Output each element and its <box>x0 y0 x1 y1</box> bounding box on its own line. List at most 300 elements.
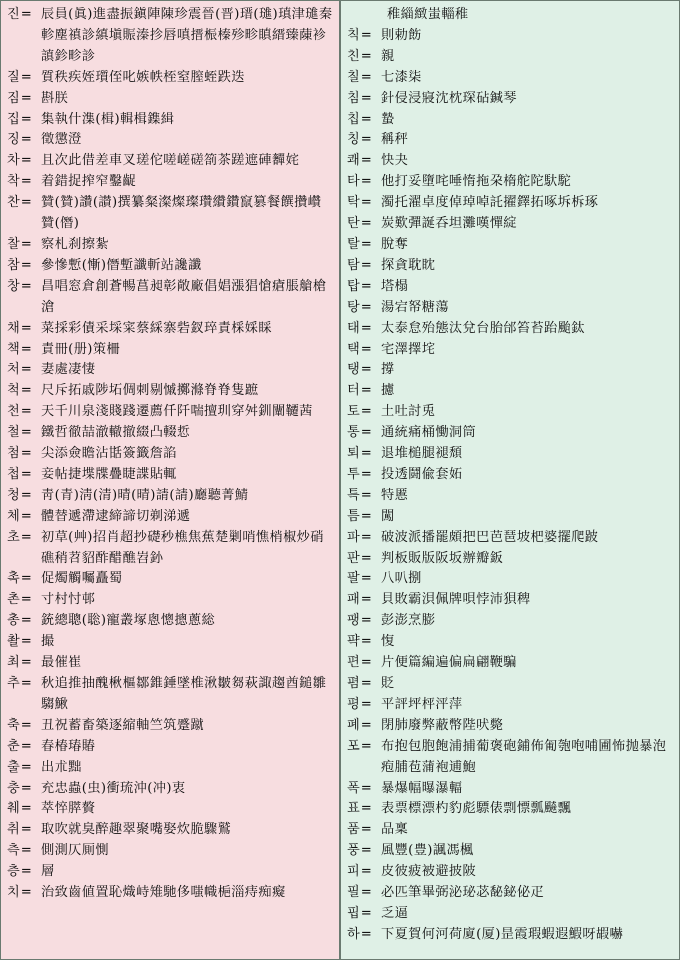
entry-syllable <box>7 319 41 340</box>
entry-characters: 快夬 <box>381 153 409 169</box>
equals-sign: = <box>360 195 372 211</box>
entry-row <box>347 235 673 256</box>
entry-syllable <box>7 277 41 298</box>
equals-sign: = <box>20 174 32 190</box>
entry-characters: 脫奪 <box>381 236 409 252</box>
syllable-text: 창 <box>7 278 20 294</box>
entry-row <box>347 340 673 361</box>
entry-syllable <box>347 89 381 110</box>
entry-row <box>347 569 673 590</box>
entry-characters: 必匹筆畢弼泌珌苾馝鉍佖疋 <box>381 885 545 901</box>
equals-sign: = <box>360 174 372 190</box>
entry-characters: 湯宕帑糖蕩 <box>381 299 449 315</box>
entry-syllable <box>347 172 381 193</box>
entry-row <box>347 590 673 611</box>
entry-row <box>7 569 333 590</box>
entry-characters: 昌唱窓倉創蒼暢菖昶彰敞廠倡娼漲猖愴瘡脹艙槍滄 <box>41 278 327 315</box>
syllable-text: 품 <box>347 822 360 838</box>
syllable-text: 추 <box>7 676 20 691</box>
entry-row <box>7 256 333 277</box>
entry-row <box>7 820 333 841</box>
syllable-text: 책 <box>7 341 20 357</box>
entry-row <box>7 883 333 904</box>
equals-sign: = <box>20 529 32 545</box>
entry-syllable <box>7 89 41 110</box>
entry-syllable <box>7 151 41 172</box>
entry-row <box>7 465 333 486</box>
syllable-text: 질 <box>7 69 20 85</box>
entry-characters: 斟朕 <box>41 90 69 106</box>
syllable-text: 칭 <box>347 132 360 148</box>
entry-syllable <box>7 507 41 528</box>
entry-row <box>347 779 673 800</box>
entry-syllable <box>7 465 41 486</box>
syllable-text: 첨 <box>7 446 20 462</box>
syllable-text: 집 <box>7 111 20 127</box>
entry-characters: 濁托濯卓度倬琸啅託擢鐸拓啄坼柝琢 <box>381 195 599 211</box>
entry-row <box>347 486 673 507</box>
entry-row <box>347 89 673 110</box>
entry-characters: 乏逼 <box>381 905 409 921</box>
entry-characters: 片便篇編遍偏扁翩鞭騙 <box>381 655 517 671</box>
syllable-text: 찰 <box>7 236 20 252</box>
entry-syllable <box>7 256 41 277</box>
entry-row <box>347 68 673 89</box>
right-entry-list <box>347 26 673 946</box>
syllable-text: 첩 <box>7 466 20 482</box>
syllable-text: 채 <box>7 320 20 336</box>
entry-row <box>347 528 673 549</box>
syllable-text: 침 <box>347 90 360 106</box>
syllable-text: 판 <box>347 550 360 566</box>
entry-row <box>347 549 673 570</box>
equals-sign: = <box>360 362 372 378</box>
entry-row <box>347 256 673 277</box>
equals-sign: = <box>20 153 32 169</box>
equals-sign: = <box>360 550 372 566</box>
entry-row <box>7 68 333 89</box>
entry-characters: 萃悴膵贅 <box>41 801 96 817</box>
entry-syllable <box>347 590 381 611</box>
entry-characters: 探貪耽眈 <box>381 257 436 273</box>
equals-sign: = <box>360 738 372 754</box>
entry-row <box>7 151 333 172</box>
equals-sign: = <box>360 717 372 733</box>
entry-row <box>7 653 333 674</box>
entry-characters: 特慝 <box>381 487 409 503</box>
entry-syllable <box>7 235 41 256</box>
equals-sign: = <box>20 132 32 148</box>
equals-sign: = <box>20 592 32 608</box>
syllable-text: 피 <box>347 864 360 880</box>
syllable-text: 표 <box>347 801 360 817</box>
entry-syllable <box>7 632 41 653</box>
equals-sign: = <box>20 404 32 420</box>
entry-characters: 尖添僉瞻沾甛簽籤詹諂 <box>41 446 177 462</box>
equals-sign: = <box>20 634 32 650</box>
syllable-text: 체 <box>7 508 20 524</box>
syllable-text: 태 <box>347 320 360 336</box>
entry-characters: 靑(青)淸(清)晴(晴)請(請)廳聽菁鯖 <box>41 487 249 503</box>
entry-row <box>347 925 673 946</box>
entry-characters: 秋追推抽醜楸樞鄒錐錘墜椎湫皺芻萩諏趨酋鎚雛騶鰍 <box>41 676 327 712</box>
equals-sign: = <box>360 843 372 859</box>
equals-sign: = <box>20 508 32 524</box>
entry-characters: 菜採彩債采埰寀蔡綵寨砦釵琗責棌婇睬 <box>41 320 272 336</box>
entry-row <box>347 883 673 904</box>
entry-syllable <box>347 256 381 277</box>
syllable-text: 친 <box>347 48 360 64</box>
entry-characters: 質秩疾姪瓆侄叱嫉帙桎窒膣蛭跌迭 <box>41 69 245 85</box>
equals-sign: = <box>20 487 32 503</box>
entry-characters: 辰員(眞)進盡振鎭陣陳珍震晉(晋)瑨(璡)瑱津璡秦軫塵禛診縝塡賑溱抮唇嗔搢桭榛殄畛瞋縉臻蔯袗謓鉁畛診 <box>41 7 333 64</box>
syllable-text: 칠 <box>347 69 360 85</box>
entry-syllable <box>347 820 381 841</box>
equals-sign: = <box>20 466 32 482</box>
entry-characters: 太泰怠殆態汰兌台胎邰笞苔跆颱鈦 <box>381 320 585 336</box>
syllable-text: 징 <box>7 132 20 148</box>
syllable-text: 춘 <box>7 738 20 754</box>
equals-sign: = <box>20 843 32 859</box>
entry-characters: 責冊(册)策柵 <box>41 341 121 357</box>
entry-characters: 參慘慙(慚)僭塹讖斬站讒讖 <box>41 257 202 273</box>
entry-row <box>7 360 333 381</box>
equals-sign: = <box>20 676 32 691</box>
entry-characters: 妾帖捷堞牒疊睫諜貼輒 <box>41 466 177 482</box>
entry-characters: 攄 <box>381 383 395 399</box>
entry-row <box>347 151 673 172</box>
entry-row <box>7 779 333 800</box>
syllable-text: 출 <box>7 759 20 775</box>
entry-characters: 集執什潗(楫)輯楫鏶緝 <box>41 111 175 127</box>
entry-characters: 層 <box>41 864 55 880</box>
entry-row <box>347 360 673 381</box>
entry-row <box>7 716 333 737</box>
entry-syllable <box>347 925 381 946</box>
entry-row <box>347 110 673 131</box>
entry-row <box>7 89 333 110</box>
entry-row <box>7 486 333 507</box>
entry-characters: 彭澎烹膨 <box>381 613 436 629</box>
entry-characters: 暴爆幅曝瀑輻 <box>381 780 463 796</box>
entry-syllable <box>347 674 381 695</box>
entry-characters: 則勅飭 <box>381 27 422 43</box>
entry-row <box>347 737 673 779</box>
entry-syllable <box>347 716 381 737</box>
entry-characters: 出朮黜 <box>41 759 82 775</box>
entry-syllable <box>7 569 41 590</box>
entry-syllable <box>347 611 381 632</box>
syllable-text: 참 <box>7 257 20 273</box>
entry-row <box>7 110 333 131</box>
entry-characters: 塔榻 <box>381 278 409 294</box>
entry-characters: 稱秤 <box>381 132 409 148</box>
equals-sign: = <box>20 278 32 294</box>
syllable-text: 택 <box>347 341 360 357</box>
equals-sign: = <box>360 864 372 880</box>
syllable-text: 청 <box>7 487 20 503</box>
syllable-text: 촬 <box>7 634 20 650</box>
equals-sign: = <box>20 738 32 754</box>
entry-syllable <box>347 632 381 653</box>
entry-row <box>7 799 333 820</box>
equals-sign: = <box>360 48 372 64</box>
entry-syllable <box>347 569 381 590</box>
entry-row <box>347 277 673 298</box>
entry-row <box>7 172 333 193</box>
syllable-text: 측 <box>7 843 20 859</box>
entry-characters: 丑祝蓄畜築逐縮軸竺筑蹙蹴 <box>41 717 205 733</box>
entry-syllable <box>7 360 41 381</box>
equals-sign: = <box>20 236 32 252</box>
entry-characters: 破波派播罷頗把巴芭琶坡杷婆擺爬跛 <box>381 529 599 545</box>
entry-syllable <box>7 444 41 465</box>
entry-row <box>347 820 673 841</box>
entry-row <box>7 862 333 883</box>
entry-syllable <box>7 737 41 758</box>
entry-syllable <box>7 758 41 779</box>
entry-syllable <box>347 465 381 486</box>
equals-sign: = <box>360 299 372 315</box>
syllable-text: 치 <box>7 885 20 901</box>
equals-sign: = <box>360 132 372 148</box>
syllable-text: 폄 <box>347 676 360 691</box>
entry-row <box>7 737 333 758</box>
entry-syllable <box>347 841 381 862</box>
equals-sign: = <box>20 655 32 671</box>
syllable-text: 초 <box>7 529 20 545</box>
syllable-text: 충 <box>7 780 20 796</box>
entry-syllable <box>7 862 41 883</box>
entry-characters: 表票標漂杓豹彪驃俵剽慓瓢飇飄 <box>381 801 572 817</box>
entry-syllable <box>347 444 381 465</box>
entry-characters: 判板販版阪坂辦瓣鈑 <box>381 550 504 566</box>
entry-row <box>347 904 673 925</box>
equals-sign: = <box>20 69 32 85</box>
equals-sign: = <box>360 676 372 691</box>
entry-characters: 土吐討兎 <box>381 404 436 420</box>
entry-characters: 尺斥拓戚陟坧倜刺剔慽擲滌脊脊隻蹠 <box>41 383 259 399</box>
entry-syllable <box>7 193 41 214</box>
syllable-text: 착 <box>7 174 20 190</box>
syllable-text: 철 <box>7 425 20 441</box>
equals-sign: = <box>360 69 372 85</box>
syllable-text: 파 <box>347 529 360 545</box>
entry-syllable <box>7 611 41 632</box>
entry-syllable <box>347 214 381 235</box>
equals-sign: = <box>360 425 372 441</box>
entry-syllable <box>347 277 381 298</box>
equals-sign: = <box>360 216 372 232</box>
equals-sign: = <box>360 278 372 294</box>
syllable-text: 폐 <box>347 717 360 733</box>
entry-row <box>347 47 673 68</box>
entry-characters: 風豐(豊)諷馮楓 <box>381 843 474 859</box>
syllable-text: 촉 <box>7 571 20 587</box>
equals-sign: = <box>360 613 372 629</box>
equals-sign: = <box>20 885 32 901</box>
equals-sign: = <box>20 90 32 106</box>
entry-syllable <box>347 423 381 444</box>
equals-sign: = <box>360 905 372 921</box>
entry-row <box>347 172 673 193</box>
entry-row <box>7 444 333 465</box>
entry-row <box>347 193 673 214</box>
entry-row <box>7 611 333 632</box>
syllable-text: 척 <box>7 383 20 399</box>
entry-syllable <box>347 883 381 904</box>
syllable-text: 필 <box>347 885 360 901</box>
equals-sign: = <box>20 571 32 587</box>
syllable-text: 탁 <box>347 195 360 211</box>
syllable-text: 진 <box>7 7 20 22</box>
equals-sign: = <box>360 571 372 587</box>
entry-row <box>347 26 673 47</box>
entry-syllable <box>347 486 381 507</box>
equals-sign: = <box>360 885 372 901</box>
syllable-text: 칩 <box>347 111 360 127</box>
entry-row <box>347 319 673 340</box>
entry-characters: 閉肺廢弊蔽幣陛吠斃 <box>381 717 504 733</box>
entry-syllable <box>7 340 41 361</box>
entry-characters: 且次此借差車叉瑳佗嗟嵯磋箚茶蹉遮硨奲姹 <box>41 153 300 169</box>
equals-sign: = <box>360 487 372 503</box>
entry-characters: 闖 <box>381 508 395 524</box>
syllable-text: 풍 <box>347 843 360 859</box>
entry-syllable <box>7 130 41 151</box>
entry-characters: 平評坪枰泙萍 <box>381 696 463 712</box>
entry-characters: 鐵哲徹喆澈轍撤綴凸輟悊 <box>41 425 191 441</box>
syllable-text: 천 <box>7 404 20 420</box>
entry-row <box>347 444 673 465</box>
entry-row <box>7 130 333 151</box>
syllable-text: 탈 <box>347 236 360 252</box>
equals-sign: = <box>360 466 372 482</box>
equals-sign: = <box>20 759 32 775</box>
syllable-text: 토 <box>347 404 360 420</box>
entry-syllable <box>347 151 381 172</box>
entry-syllable <box>7 590 41 611</box>
entry-row <box>7 402 333 423</box>
entry-characters: 宅澤擇垞 <box>381 341 436 357</box>
entry-row <box>347 862 673 883</box>
entry-characters: 取吹就臭醉趣翠聚嘴娶炊脆驟鷲 <box>41 822 232 838</box>
entry-syllable <box>347 507 381 528</box>
entry-characters: 品稟 <box>381 822 409 838</box>
entry-syllable <box>347 319 381 340</box>
entry-characters: 着錯捉搾窄鑿齪 <box>41 174 137 190</box>
entry-characters: 他打妥墮咤唾惰拖朶楕舵陀馱駝 <box>381 174 572 190</box>
entry-row <box>7 277 333 319</box>
equals-sign: = <box>360 822 372 838</box>
entry-characters: 徵懲澄 <box>41 132 82 148</box>
entry-row <box>347 507 673 528</box>
entry-row <box>347 611 673 632</box>
entry-characters: 蟄 <box>381 111 395 127</box>
entry-characters: 貶 <box>381 676 395 691</box>
equals-sign: = <box>20 425 32 441</box>
syllable-text: 췌 <box>7 801 20 817</box>
entry-characters: 側測仄厠惻 <box>41 843 109 859</box>
entry-characters: 皮彼疲被避披陂 <box>381 864 477 880</box>
syllable-text: 촌 <box>7 592 20 608</box>
entry-row <box>347 674 673 695</box>
syllable-text: 포 <box>347 738 360 754</box>
entry-syllable <box>7 883 41 904</box>
syllable-text: 탱 <box>347 362 360 378</box>
syllable-text: 폭 <box>347 780 360 796</box>
entry-characters: 貝敗霸浿佩牌唄悖沛狽稗 <box>381 592 531 608</box>
equals-sign: = <box>20 446 32 462</box>
entry-row <box>347 716 673 737</box>
entry-row <box>347 695 673 716</box>
entry-syllable <box>7 402 41 423</box>
equals-sign: = <box>20 864 32 880</box>
equals-sign: = <box>360 655 372 671</box>
entry-characters: 初草(艸)招肖超抄礎秒樵焦蕉楚剿哨憔梢椒炒硝礁稍苕貂酢醋醮岧釥 <box>41 529 324 566</box>
entry-row <box>7 758 333 779</box>
entry-syllable <box>7 5 41 26</box>
syllable-text: 탑 <box>347 278 360 294</box>
entry-characters: 妻處凄悽 <box>41 362 96 378</box>
entry-characters: 炭歎彈誕呑坦灘嘆憚綻 <box>381 216 517 232</box>
entry-syllable <box>347 799 381 820</box>
entry-syllable <box>7 820 41 841</box>
entry-row <box>347 653 673 674</box>
syllable-text: 팔 <box>347 571 360 587</box>
equals-sign: = <box>360 236 372 252</box>
syllable-text: 층 <box>7 864 20 880</box>
entry-row <box>347 799 673 820</box>
entry-syllable <box>347 68 381 89</box>
syllable-text: 특 <box>347 487 360 503</box>
entry-syllable <box>7 674 41 695</box>
entry-row <box>347 465 673 486</box>
entry-characters: 布抱包胞飽浦捕葡褒砲鋪佈匍匏咆哺圃怖抛暴泡疱脯苞蒲袍逋鮑 <box>381 738 667 775</box>
entry-row <box>347 298 673 319</box>
syllable-text: 타 <box>347 174 360 190</box>
entry-row <box>7 319 333 340</box>
entry-syllable <box>347 653 381 674</box>
equals-sign: = <box>360 446 372 462</box>
entry-row <box>7 632 333 653</box>
entry-syllable <box>347 862 381 883</box>
equals-sign: = <box>20 801 32 817</box>
equals-sign: = <box>20 822 32 838</box>
equals-sign: = <box>360 696 372 712</box>
syllable-text: 탕 <box>347 299 360 315</box>
equals-sign: = <box>20 613 32 629</box>
syllable-text: 통 <box>347 425 360 441</box>
equals-sign: = <box>360 257 372 273</box>
equals-sign: = <box>20 257 32 273</box>
entry-syllable <box>347 779 381 800</box>
entry-syllable <box>347 904 381 925</box>
equals-sign: = <box>20 717 32 733</box>
entry-characters: 八叭捌 <box>381 571 422 587</box>
entry-syllable <box>347 737 381 758</box>
entry-characters: 治致齒値置恥熾峙雉馳侈嗤幟梔淄痔痴癡 <box>41 885 286 901</box>
entry-characters: 愎 <box>381 634 395 650</box>
syllable-text: 퇴 <box>347 446 360 462</box>
entry-row <box>347 381 673 402</box>
entry-syllable <box>7 799 41 820</box>
entry-syllable <box>7 486 41 507</box>
entry-row <box>7 235 333 256</box>
entry-characters: 針侵浸寢沈枕琛砧鍼琴 <box>381 90 517 106</box>
entry-syllable <box>347 47 381 68</box>
entry-row <box>347 402 673 423</box>
